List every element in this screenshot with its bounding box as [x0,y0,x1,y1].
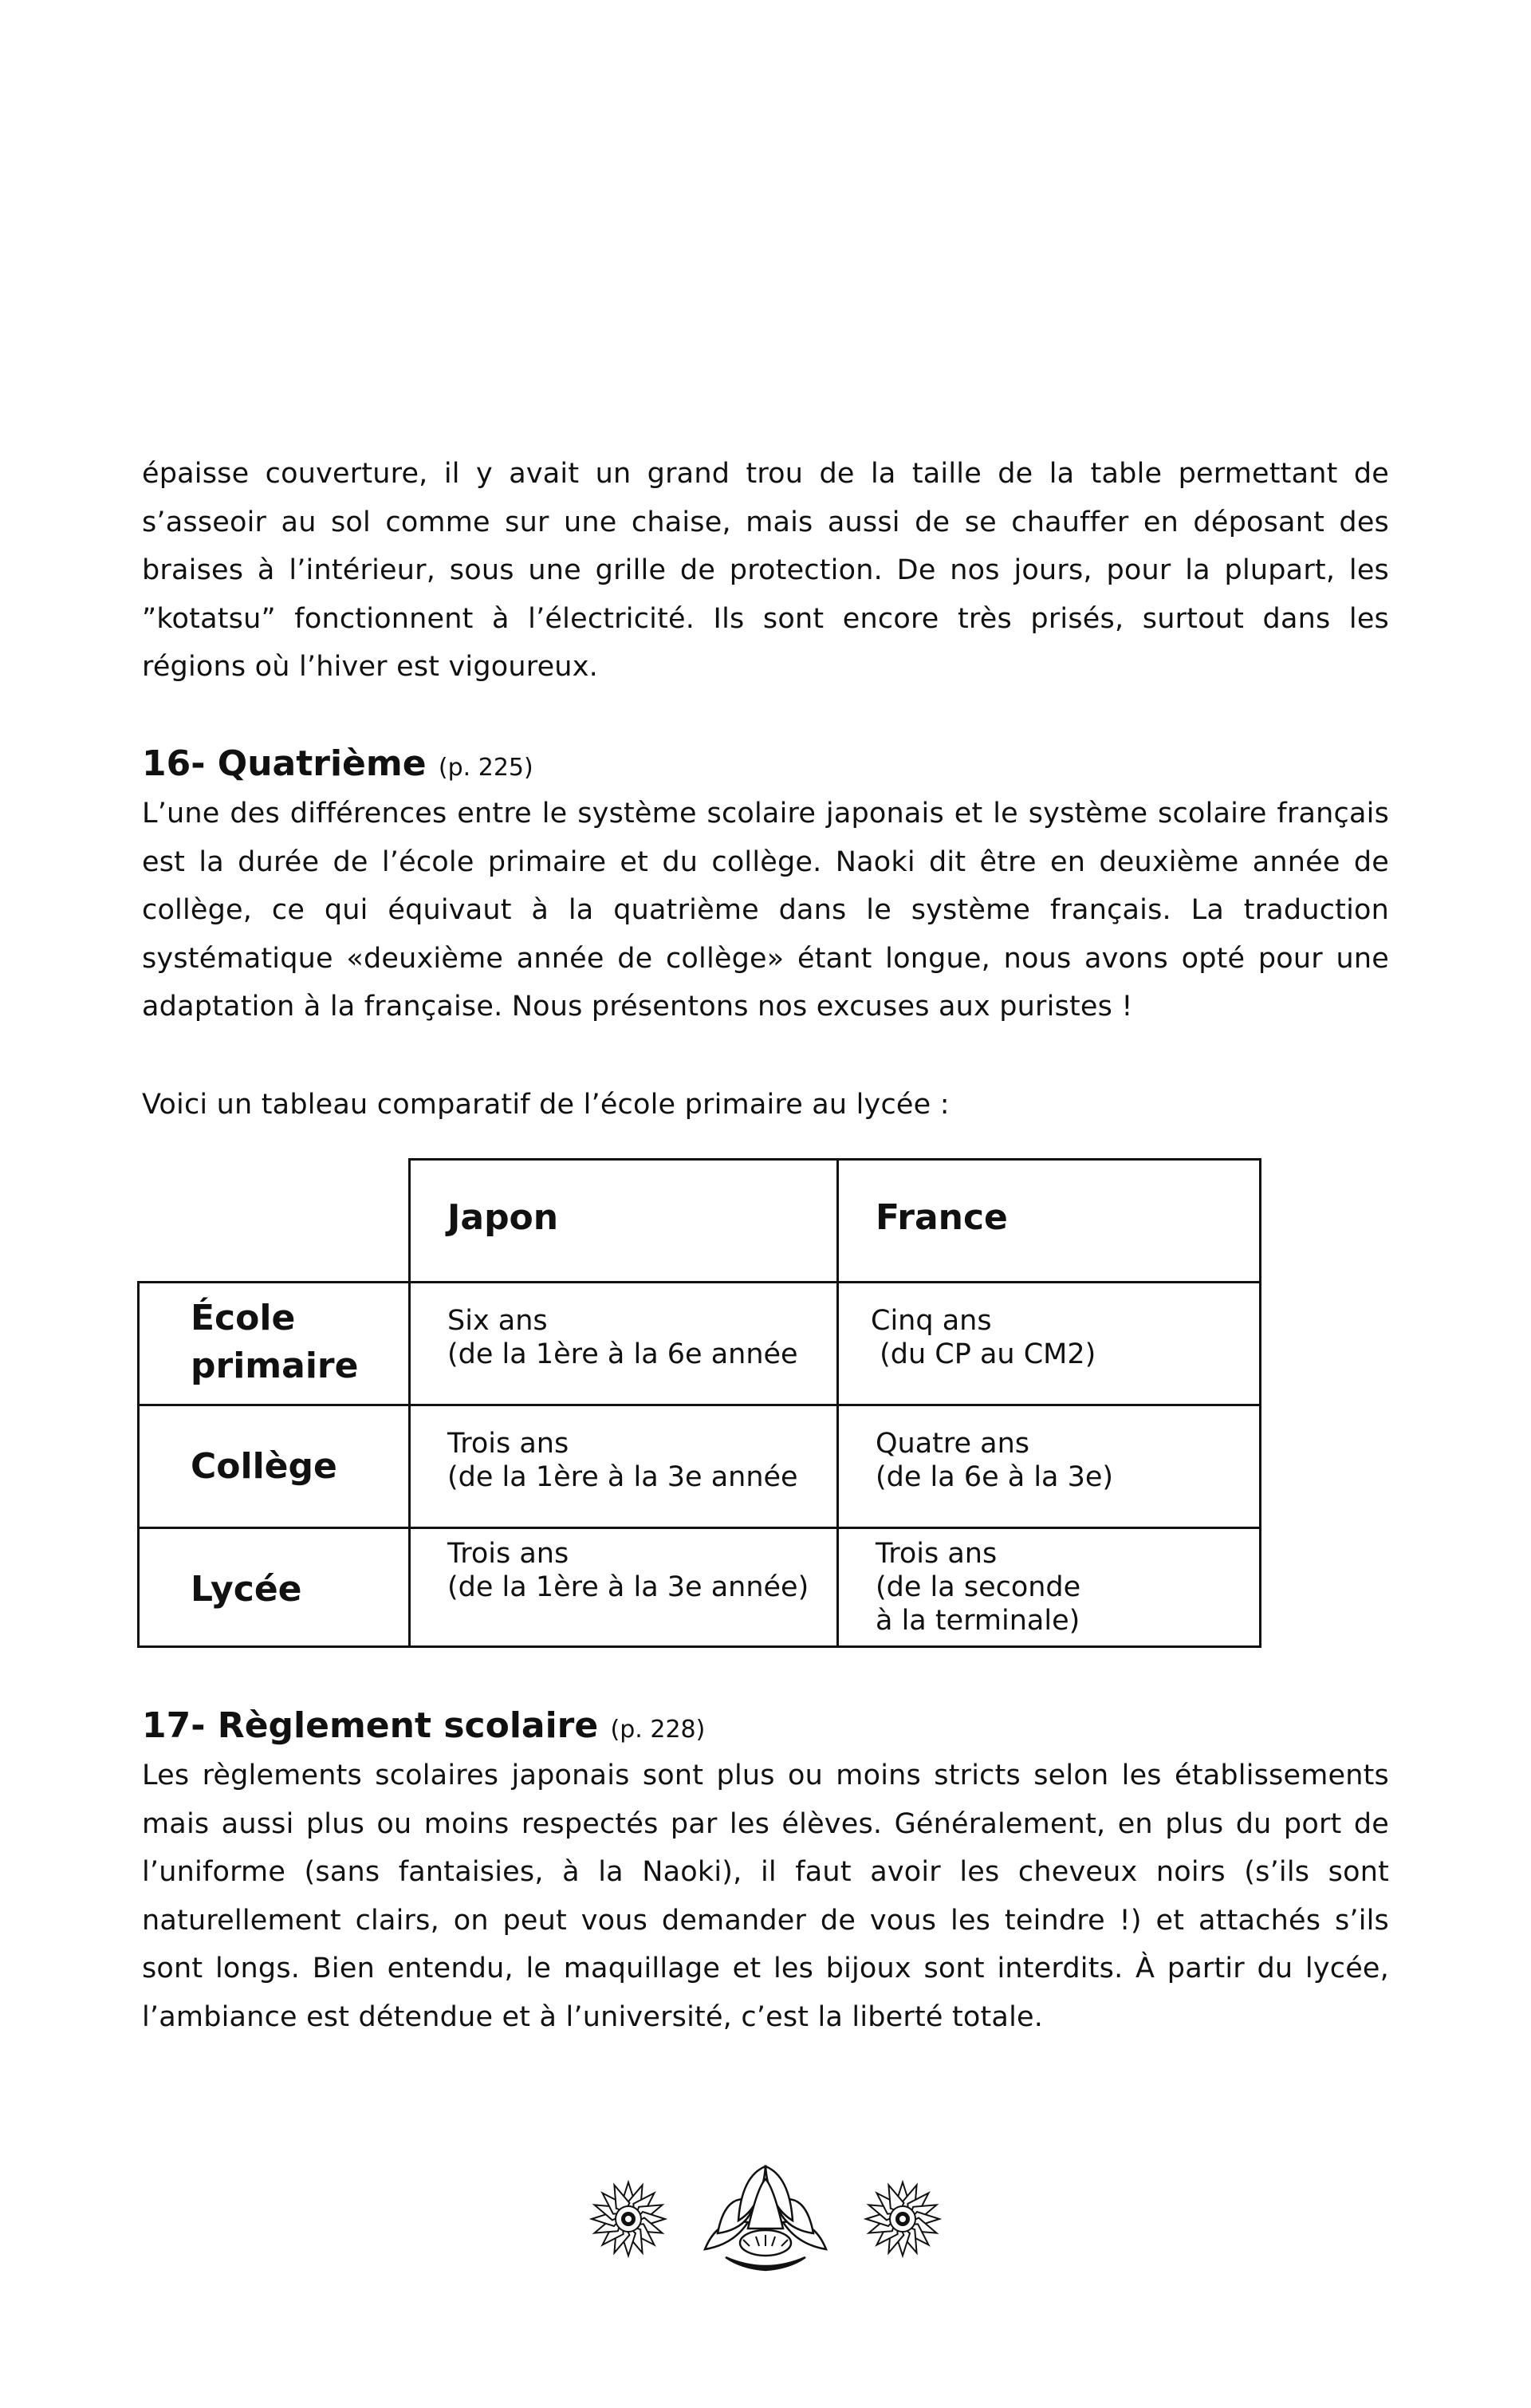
cell-line: Trois ans [876,1538,998,1570]
flower-icon [866,2182,939,2256]
cell-line: (de la 1ère à la 3e année [447,1461,798,1493]
cell-line: Trois ans [447,1428,569,1460]
column-header-france: France [836,1158,1261,1283]
row-header-label: École primaire [191,1298,359,1386]
cell-france-primaire [836,1281,1261,1406]
cell-japon-lycee [408,1527,839,1648]
ornament-svg [582,2146,949,2289]
cell-line: à la terminale) [876,1605,1080,1637]
cell-line: (de la seconde [876,1571,1081,1603]
cell-line: (du CP au CM2) [871,1338,1096,1370]
row-header-ecole-primaire [137,1281,411,1406]
section-16-paragraph: L’une des différences entre le système scolaire japonais et le système scolaire français est la durée de l’école primaire et du collège. Naoki dit être en deuxième année de collège, ce qui équivaut à la quatrième dans le système français. La traduction systématique «deuxième année de collège» étant longue, nous avons opté pour une adaptation à la française. Nous présentons nos excuses aux puristes ! [142,798,1389,1023]
cell-japon-college [408,1404,839,1529]
cell-japon-primaire [408,1281,839,1406]
section-16-page-ref: (p. 225) [438,754,533,782]
cell-line: (de la 1ère à la 6e année [447,1338,798,1370]
flower-icon [592,2182,665,2256]
intro-paragraph: épaisse couverture, il y avait un grand trou de la taille de la table permettant de s’asseoir au sol comme sur une chaise, mais aussi de se chauffer en déposant des braises à l’intérieur, sous une grille de protection. De nos jours, pour la plupart, les ”kotatsu” fonctionnent à l’électricité. Ils sont encore très prisés, surtout dans les régions où l’hiver est vigoureux. [142,458,1389,683]
row-header-label: Collège [191,1446,337,1487]
cell-france-lycee [836,1527,1261,1648]
comparison-table [137,1158,1261,1648]
row-header-college [137,1404,411,1529]
table-intro: Voici un tableau comparatif de l’école primaire au lycée : [142,1089,950,1121]
row-header-lycee [137,1527,411,1648]
cell-line: (de la 1ère à la 3e année) [447,1571,809,1603]
column-header-japon: Japon [408,1158,839,1283]
section-16-heading [142,740,533,792]
cell-line: Quatre ans [876,1428,1030,1460]
section-16-title: 16- Quatrième [142,743,427,784]
cell-line: Six ans [447,1305,548,1337]
cell-line: (de la 6e à la 3e) [876,1461,1114,1493]
ornament-row [582,2146,949,2289]
cell-france-college [836,1404,1261,1529]
row-header-label: Lycée [191,1569,302,1610]
section-17-page-ref: (p. 228) [610,1716,706,1744]
cell-line: Cinq ans [871,1305,992,1337]
lotus-icon [705,2166,826,2270]
cell-line: Trois ans [447,1538,569,1570]
section-17-heading [142,1702,705,1754]
section-17-title: 17- Règlement scolaire [142,1705,599,1746]
section-17-paragraph: Les règlements scolaires japonais sont plus ou moins stricts selon les établissements mais aussi plus ou moins respectés par les élèves. Généralement, en plus du port de l’uniforme (sans fantaisies, à la Naoki), il faut avoir les cheveux noirs (s’ils sont naturellement clairs, on peut vous demander de vous les teindre !) et attachés s’ils sont longs. Bien entendu, le maquillage et les bijoux sont interdits. À partir du lycée, l’ambiance est détendue et à l’université, c’est la liberté totale. [142,1760,1389,2033]
